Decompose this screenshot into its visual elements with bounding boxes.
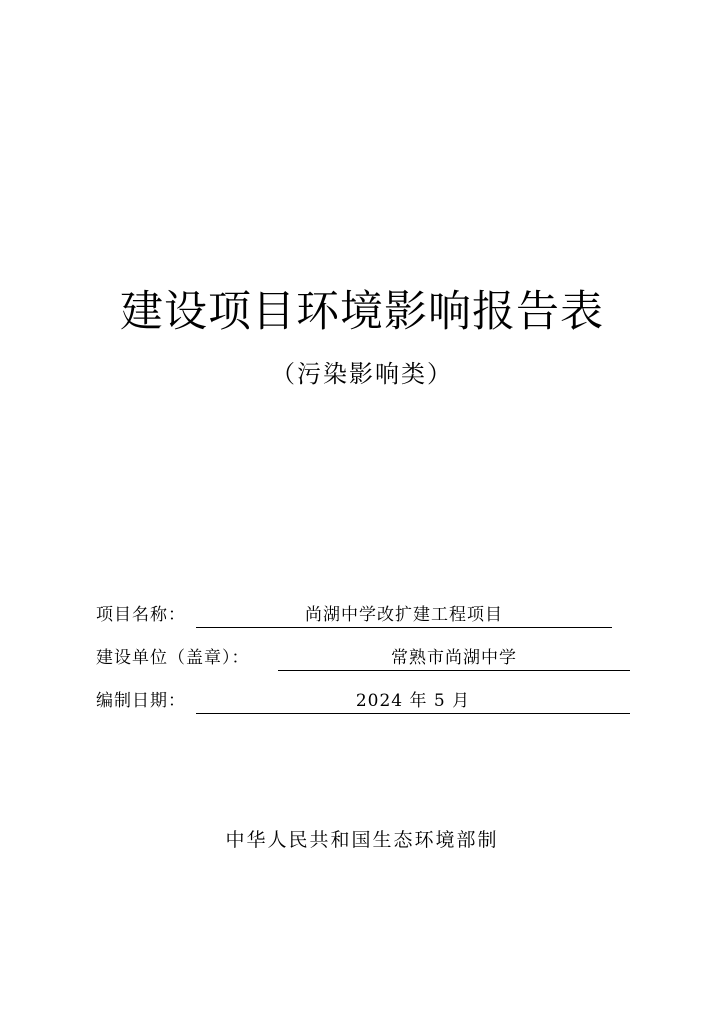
- document-subtitle: （污染影响类）: [271, 360, 453, 388]
- issuer-footer: 中华人民共和国生态环境部制: [225, 829, 499, 851]
- construction-unit-label: 建设单位（盖章）：: [96, 648, 250, 668]
- compile-date-label: 编制日期：: [96, 691, 186, 711]
- construction-unit-value: 常熟市尚湖中学: [278, 645, 630, 671]
- project-name-label: 项目名称：: [96, 605, 186, 625]
- project-name-value: 尚湖中学改扩建工程项目: [196, 602, 612, 628]
- document-title: 建设项目环境影响报告表: [120, 287, 604, 337]
- compile-date-value: 2024 年 5 月: [196, 688, 630, 714]
